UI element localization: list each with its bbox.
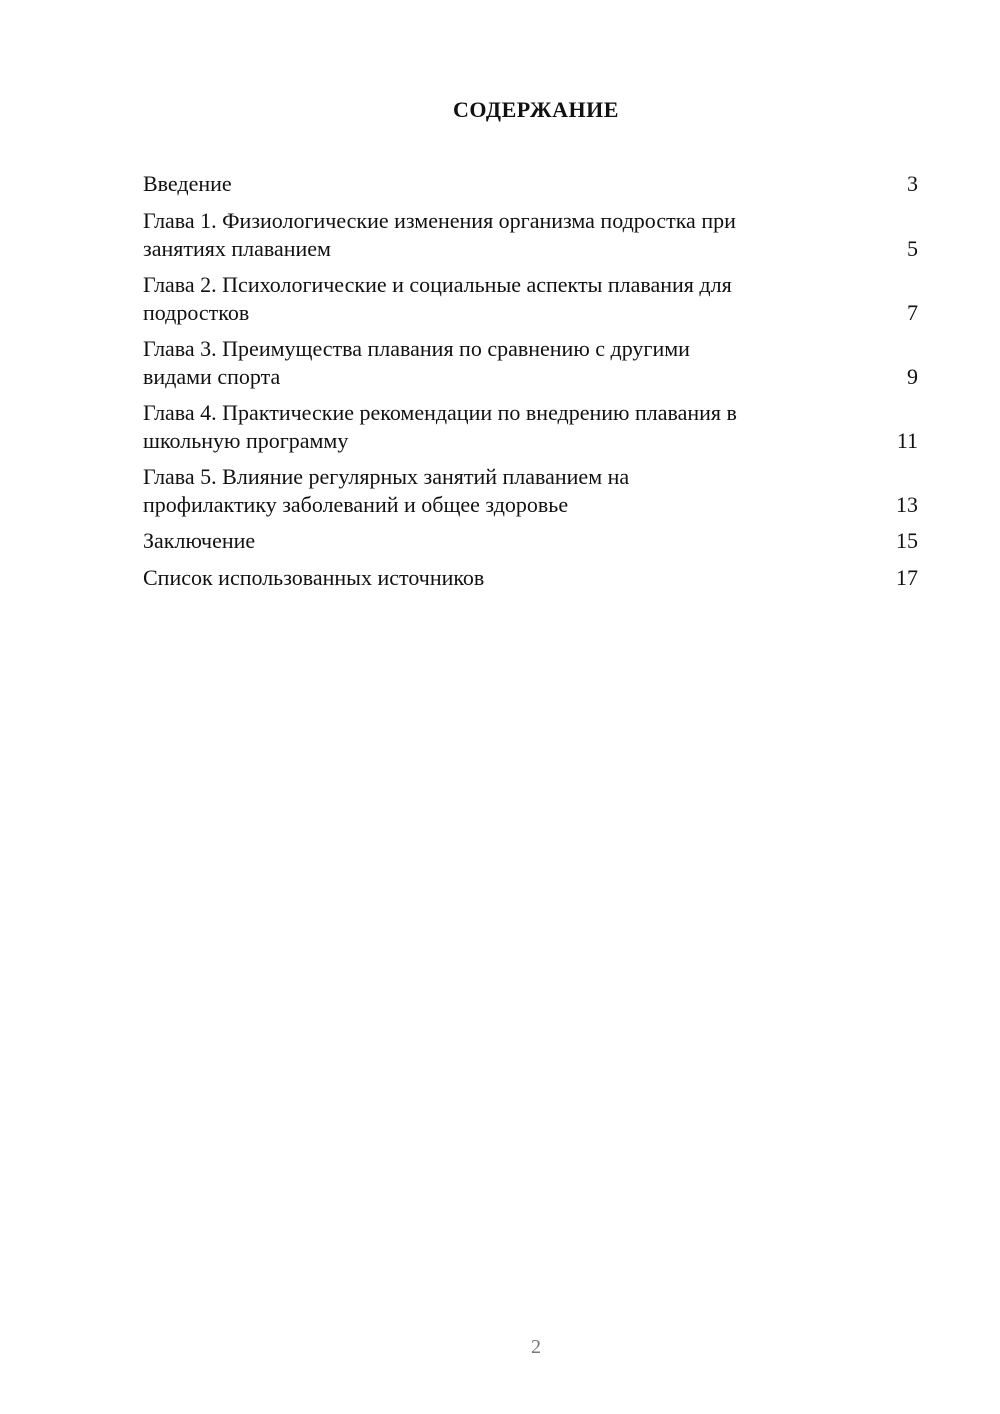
toc-entry-page: 5 [907,236,918,261]
toc-entry-label: Глава 4. Практические рекомендации по внедрению плавания в школьную программу [143,400,737,453]
toc-entry-introduction [143,170,918,198]
toc-entry-label: Заключение [143,528,256,553]
toc-entry-page: 11 [896,428,918,453]
toc-entry-page: 9 [907,364,918,389]
toc-entry-chapter-2 [143,271,918,327]
toc-entry-page: 3 [907,171,918,196]
toc-entry-label: Глава 1. Физиологические изменения организма подростка при занятиях плаванием [143,208,736,261]
toc-entry-label: Глава 3. Преимущества плавания по сравнению с другими видами спорта [143,336,690,389]
toc-entry-conclusion [143,527,918,555]
toc-list [143,170,918,601]
toc-entry-page: 17 [896,565,918,590]
page-number: 2 [531,1336,541,1358]
toc-entry-label: Глава 2. Психологические и социальные аспекты плавания для подростков [143,272,732,325]
toc-entry-chapter-4 [143,399,918,455]
toc-entry-chapter-1 [143,207,918,263]
toc-entry-page: 13 [896,492,918,517]
toc-entry-label: Список использованных источников [143,565,485,590]
toc-entry-page: 15 [896,528,918,553]
toc-title: СОДЕРЖАНИЕ [453,97,619,122]
toc-entry-references [143,564,918,592]
toc-entry-chapter-3 [143,335,918,391]
toc-entry-page: 7 [907,300,918,325]
toc-entry-label: Введение [143,171,232,196]
toc-entry-label: Глава 5. Влияние регулярных занятий плаванием на профилактику заболеваний и общее здоровье [143,464,630,517]
toc-entry-chapter-5 [143,463,918,519]
